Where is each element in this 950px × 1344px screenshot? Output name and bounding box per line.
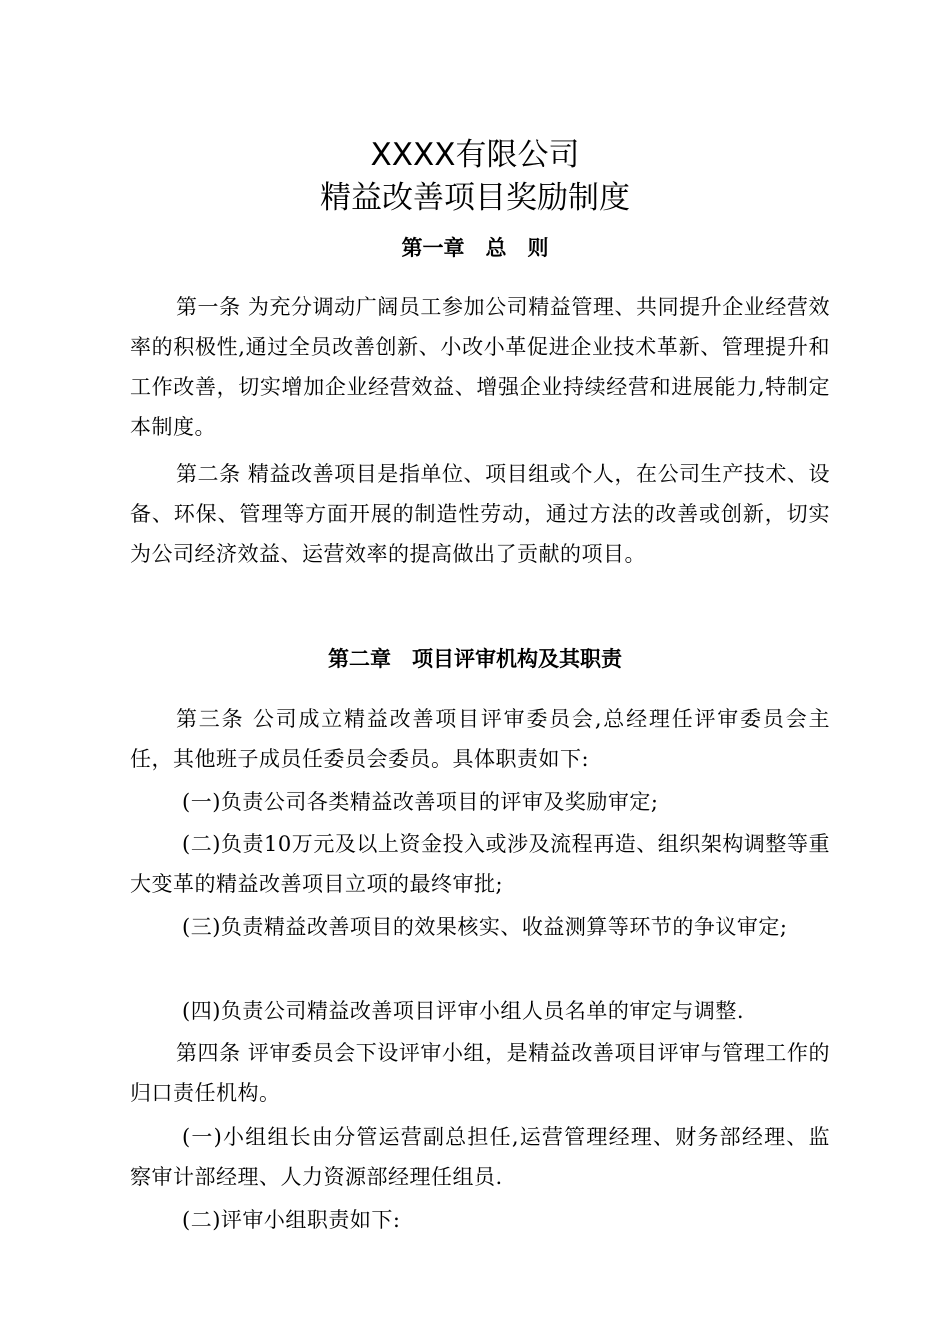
article-1: 第一条 为充分调动广阔员工参加公司精益管理、共同提升企业经营效率的积极性,通过全员改善创新、小改小革促进企业技术革新、管理提升和工作改善，切实增加企业经营效益、增强企业持续经营和进展能力,特制定本制度。 (130, 295, 830, 439)
document-title: 精益改善项目奖励制度 (320, 180, 630, 216)
article-4: 第四条 评审委员会下设评审小组，是精益改善项目评审与管理工作的归口责任机构。 (130, 1041, 830, 1105)
chapter-1-heading: 第一章 总 则 (401, 236, 549, 260)
article-3: 第三条 公司成立精益改善项目评审委员会,总经理任评审委员会主任，其他班子成员任委员会委员。具体职责如下: (130, 707, 830, 771)
article-3-item-1: (一)负责公司各类精益改善项目的评审及奖励审定; (182, 790, 659, 814)
article-4-item-2: (二)评审小组职责如下: (182, 1208, 401, 1232)
article-4-item-1: (一)小组组长由分管运营副总担任,运营管理经理、财务部经理、监察审计部经理、人力资源部经理任组员. (130, 1125, 830, 1189)
article-3-item-4: (四)负责公司精益改善项目评审小组人员名单的审定与调整. (182, 999, 745, 1023)
article-2: 第二条 精益改善项目是指单位、项目组或个人，在公司生产技术、设备、环保、管理等方面开展的制造性劳动，通过方法的改善或创新，切实为公司经济效益、运营效率的提高做出了贡献的项目。 (130, 462, 830, 566)
article-3-item-3: (三)负责精益改善项目的效果核实、收益测算等环节的争议审定; (182, 915, 788, 939)
article-3-item-2: (二)负责10万元及以上资金投入或涉及流程再造、组织架构调整等重大变革的精益改善项目立项的最终审批; (130, 832, 830, 896)
chapter-2-heading: 第二章 项目评审机构及其职责 (328, 647, 622, 671)
company-title: XXXX有限公司 (370, 137, 580, 173)
